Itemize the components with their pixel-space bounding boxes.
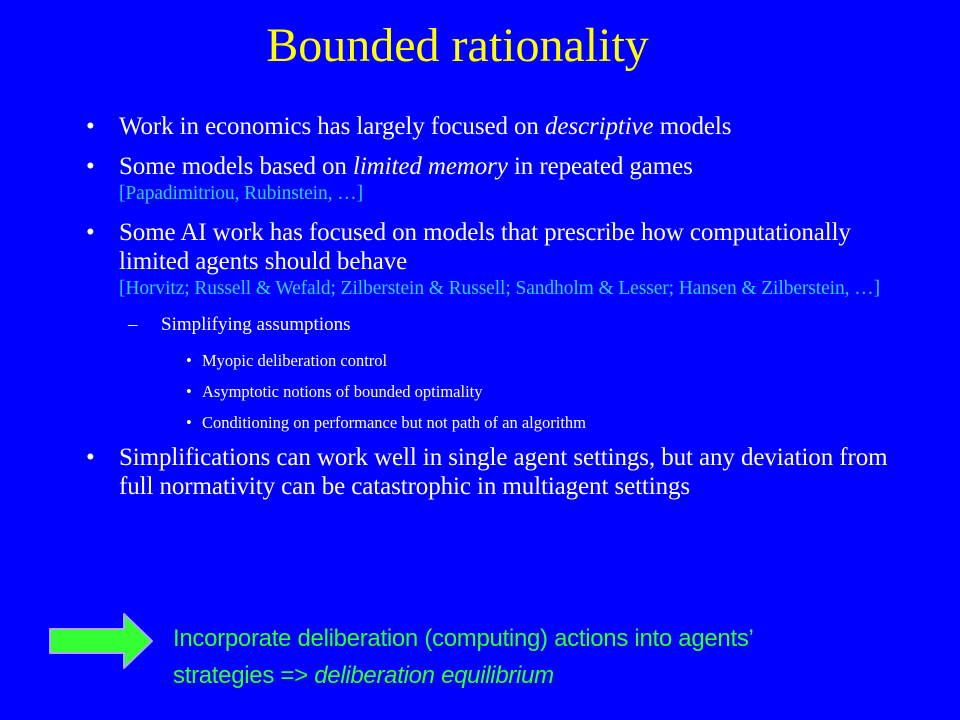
conclusion-text: [173, 620, 933, 694]
bullet-citation: [Horvitz; Russell & Wefald; Zilberstein & Russell; Sandholm & Lesser; Hansen & Zilberstein, …]: [119, 278, 880, 299]
sub-bullet-simplifying-assumptions: – Simplifying assumptions: [86, 313, 926, 337]
bullet-text: Work in economics has largely focused on: [119, 113, 545, 140]
right-arrow-icon: [48, 612, 154, 670]
bullet-text: Some models based on: [119, 153, 353, 180]
bullet-list: [86, 112, 926, 512]
conclusion-emphasis: deliberation equilibrium: [314, 662, 554, 689]
bullet-text-emphasis: descriptive: [544, 113, 654, 140]
bullet-text: in repeated games: [507, 153, 693, 180]
bullet-text: models: [653, 113, 732, 140]
bullet-text: Some AI work has focused on models that prescribe how computationally limited agents should behave: [119, 219, 851, 275]
conclusion-line-1: Incorporate deliberation (computing) actions into agents’: [173, 625, 754, 652]
bullet-economics-descriptive: [86, 112, 926, 141]
bullet-citation: [Papadimitriou, Rubinstein, …]: [119, 183, 363, 204]
bullet-limited-memory: [86, 152, 926, 207]
conclusion-line-2-prefix: strategies =>: [173, 662, 315, 689]
bullet-simplifications: [86, 443, 926, 501]
bullet-ai-work: [86, 218, 926, 302]
bullet-text: Simplifications can work well in single agent settings, but any deviation from full normativity can be catastrophic in multiagent settings: [119, 444, 888, 500]
slide-title: Bounded rationality: [266, 19, 649, 72]
sub-sub-bullet-conditioning: • Conditioning on performance but not path of an algorithm: [86, 412, 926, 434]
sub-sub-bullet-asymptotic: • Asymptotic notions of bounded optimality: [86, 381, 926, 403]
conclusion-line-2: [173, 657, 933, 694]
sub-sub-bullet-myopic: • Myopic deliberation control: [86, 350, 926, 372]
bullet-text-emphasis: limited memory: [352, 153, 508, 180]
